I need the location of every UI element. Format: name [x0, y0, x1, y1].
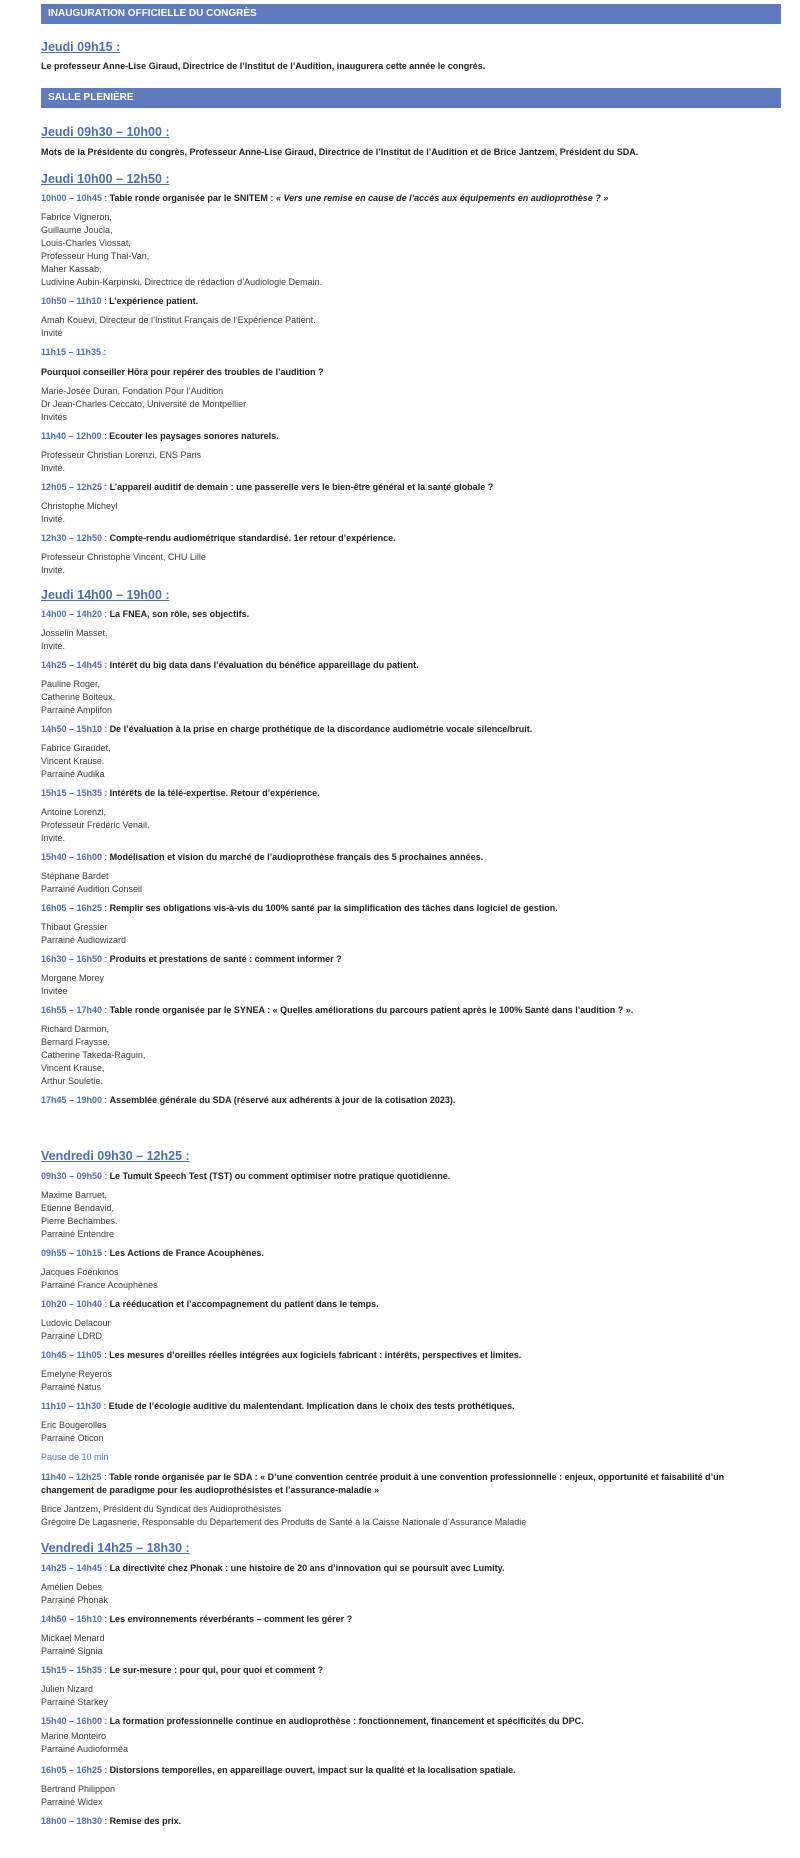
speaker-line: Parrainé Audioformèa [41, 1744, 129, 1754]
session-v1-6-cont [41, 1484, 781, 1497]
session-v1-2 [41, 1247, 781, 1260]
speaker-line: Parrainé Oticon [41, 1433, 104, 1443]
session-title: Distorsions temporelles, en appareillage ouvert, impact sur la qualité et la localisation spatiale. [109, 1765, 516, 1775]
session-title: Remise des prix. [109, 1816, 182, 1826]
session-title: Table ronde organisée par le SDA : « D’une convention centrée produit à une convention professionnelle : enjeux, opportunité et faisabilité d’un [109, 1472, 725, 1482]
session-j2-2 [41, 659, 781, 672]
session-time: 17h45 – 19h00 [41, 1095, 103, 1105]
speaker-line: Parrainé Starkey [41, 1697, 109, 1707]
day-heading-inauguration[interactable]: Jeudi 09h15 : [41, 40, 121, 54]
speaker-line: Professeur Frédéric Venail. [41, 820, 150, 830]
session-time: 10h20 – 10h40 [41, 1299, 103, 1309]
session-v2-1 [41, 1562, 781, 1575]
day-heading-jeudi-1400[interactable]: Jeudi 14h00 – 19h00 : [41, 588, 170, 602]
speaker-line: Fabrice Giraudet, [41, 743, 111, 753]
speaker-line: Parrainé Widex [41, 1797, 103, 1807]
session-sep: : [102, 788, 110, 798]
inauguration-text: Le professeur Anne-Lise Giraud, Directrice de l’Institut de l’Audition, inaugurera cette année le congrès. [41, 61, 486, 71]
speaker-line: Christophe Micheyl [41, 501, 118, 511]
speaker-line: Eric Bougerolles [41, 1420, 107, 1430]
session-title: Modélisation et vision du marché de l’audioprothèse français des 5 prochaines années. [109, 852, 484, 862]
session-title: La rééducation et l’accompagnement du patient dans le temps. [109, 1299, 379, 1309]
session-v2-4 [41, 1715, 781, 1728]
session-j2-9 [41, 1094, 781, 1107]
session-j2-8 [41, 1004, 781, 1017]
session-j2-7 [41, 953, 781, 966]
session-title: Compte-rendu audiométrique standardisé. 1er retour d’expérience. [109, 533, 396, 543]
speaker-line: Maher Kassab, [41, 264, 102, 274]
session-sep: : [101, 431, 110, 441]
session-title: Produits et prestations de santé : comment informer ? [109, 954, 342, 964]
session-time: 14h50 – 15h10 [41, 1614, 103, 1624]
session-time: 10h00 – 10h45 [41, 193, 103, 203]
session-time: 16h55 – 17h40 [41, 1005, 103, 1015]
session-title: Assemblée générale du SDA (réservé aux adhérents à jour de la cotisation 2023). [109, 1095, 456, 1105]
session-sep: : [102, 1299, 110, 1309]
session-sep: : [102, 533, 110, 543]
session-time: 11h10 – 11h30 [41, 1401, 102, 1411]
session-v1-6 [41, 1471, 781, 1484]
speaker-line: Professeur Christian Lorenzi, ENS Paris [41, 450, 202, 460]
session-title: Remplir ses obligations vis-à-vis du 100% santé par la simplification des tâches dans logiciel de gestion. [109, 903, 558, 913]
speaker-line: Emelyne Reyeros [41, 1369, 113, 1379]
speaker-line: Amah Kouevi, Directeur de l’Institut Français de l’Expérience Patient. [41, 315, 316, 325]
speaker-line: Stéphane Bardet [41, 871, 109, 881]
session-j1-1 [41, 192, 781, 205]
session-sep: : [102, 482, 110, 492]
session-title: Les environnements réverbérants – comment les gérer ? [109, 1614, 353, 1624]
speaker-line: Grégoire De Lagasnerie, Responsable du Département des Produits de Santé à la Caisse Nationale d’Assurance Maladie [41, 1517, 527, 1527]
session-sep: : [102, 1816, 110, 1826]
session-sep: : [102, 1095, 110, 1105]
speaker-line: Invité. [41, 463, 66, 473]
speaker-line: Invitée [41, 986, 68, 996]
session-sep: : [102, 1171, 110, 1181]
session-time: 10h45 – 11h05 [41, 1350, 102, 1360]
speaker-line: Invité. [41, 565, 66, 575]
session-j1-2 [41, 295, 781, 308]
session-sep: : [102, 724, 110, 734]
speaker-line: Parrainé Audition Conseil [41, 884, 143, 894]
session-j1-3-title [41, 366, 781, 379]
session-j2-3 [41, 723, 781, 736]
speaker-line: Vincent Krause, [41, 1063, 105, 1073]
session-sep: : [102, 903, 110, 913]
session-sep: : [101, 1472, 110, 1482]
session-v2-2 [41, 1613, 781, 1626]
speaker-line: Parrainé LDRD [41, 1331, 103, 1341]
session-sep: : [102, 1665, 110, 1675]
speaker-line: Fabrice Vigneron, [41, 212, 112, 222]
session-j2-4 [41, 787, 781, 800]
pause-note: Pause de 10 min [41, 1452, 109, 1462]
speaker-line: Josselin Masset. [41, 628, 108, 638]
speaker-line: Pierre Bechambes. [41, 1216, 118, 1226]
speaker-line: Catherine Takeda-Raguin, [41, 1050, 146, 1060]
speaker-line: Thibaut Gressier [41, 922, 108, 932]
speaker-line: Richard Darmon, [41, 1024, 110, 1034]
speaker-line: Mickael Menard [41, 1633, 105, 1643]
session-title: La directivité chez Phonak : une histoire de 20 ans d’innovation qui se poursuit avec Lumity. [109, 1563, 505, 1573]
speaker-line: Parrainé Signia [41, 1646, 103, 1656]
session-time: 14h00 – 14h20 [41, 609, 103, 619]
session-title: Pourquoi conseiller Hōra pour repérer des troubles de l’audition ? [41, 367, 324, 377]
session-time: 12h05 – 12h25 [41, 482, 103, 492]
session-v1-4 [41, 1349, 781, 1362]
speaker-line: Parrainé Phonak [41, 1595, 109, 1605]
speaker-line: Brice Jantzem, Président du Syndicat des Audioprothésistes [41, 1504, 282, 1514]
session-time: 12h30 – 12h50 [41, 533, 103, 543]
session-title: Intérêts de la télé-expertise. Retour d’expérience. [109, 788, 320, 798]
session-time: 14h25 – 14h45 [41, 1563, 103, 1573]
session-v2-5 [41, 1764, 781, 1777]
session-v1-5 [41, 1400, 781, 1413]
speaker-line: Amélien Debes [41, 1582, 103, 1592]
session-j2-6 [41, 902, 781, 915]
session-title: Table ronde organisée par le SNITEM : [109, 193, 276, 203]
session-time: 11h15 – 11h35 : [41, 347, 107, 357]
session-sep: : [102, 1005, 110, 1015]
speaker-line: Invité. [41, 641, 66, 651]
speaker-line: Guillaume Joucla, [41, 225, 113, 235]
session-time: 15h40 – 16h00 [41, 852, 103, 862]
speaker-line: Pauline Roger, [41, 679, 101, 689]
speaker-line: Louis-Charles Viossat, [41, 238, 131, 248]
session-v2-6 [41, 1815, 781, 1828]
speaker-line: Parrainé Natus [41, 1382, 102, 1392]
day-heading-vendredi-1425[interactable]: Vendredi 14h25 – 18h30 : [41, 1541, 190, 1555]
session-j1-6 [41, 532, 781, 545]
speaker-line: Parrainé France Acouphènes [41, 1280, 158, 1290]
session-v2-3 [41, 1664, 781, 1677]
opening-words-text: Mots de la Présidente du congrès, Professeur Anne-Lise Giraud, Directrice de l’Institut de l’Audition et de Brice Jantzem, Président du SDA. [41, 147, 639, 157]
session-time: 10h50 – 11h10 [41, 296, 102, 306]
speaker-line: Parrainé Audiowizard [41, 935, 127, 945]
session-time: 09h30 – 09h50 [41, 1171, 103, 1181]
session-time: 18h00 – 18h30 [41, 1816, 103, 1826]
session-j1-5 [41, 481, 781, 494]
speaker-line: Jacques Foënkinos [41, 1267, 119, 1277]
speaker-line: Invités [41, 412, 68, 422]
section-header-inauguration: INAUGURATION OFFICIELLE DU CONGRÈS [41, 4, 781, 24]
session-title: Les mesures d’oreilles réelles intégrées aux logiciels fabricant : intérêts, perspectives et limites. [109, 1350, 522, 1360]
session-title: La formation professionnelle continue en audioprothèse : fonctionnement, financement et spécificités du DPC. [109, 1716, 584, 1726]
speaker-line: Invité [41, 328, 63, 338]
session-title: Les Actions de France Acouphènes. [109, 1248, 264, 1258]
speaker-line: Bertrand Philippon [41, 1784, 116, 1794]
session-time: 16h05 – 16h25 [41, 1765, 103, 1775]
speaker-line: Arthur Souletie. [41, 1076, 104, 1086]
speaker-line: Professeur Hung Thai-Van, [41, 251, 150, 261]
session-j2-1 [41, 608, 781, 621]
speaker-line: Maxime Barruet, [41, 1190, 108, 1200]
session-title: L’expérience patient. [109, 296, 199, 306]
day-heading-jeudi-0930[interactable]: Jeudi 09h30 – 10h00 : [41, 125, 170, 139]
speaker-line: Parrainé Audika [41, 769, 105, 779]
speaker-line: Professeur Christophe Vincent, CHU Lille [41, 552, 206, 562]
section-header-salle-pleniere: SALLE PLENIÈRE [41, 88, 781, 108]
speaker-line: Parrainé Amplifon [41, 705, 113, 715]
session-sep: : [101, 1350, 110, 1360]
session-sep: : [102, 193, 110, 203]
session-sep: : [102, 852, 110, 862]
speaker-line: Marine Monteiro [41, 1731, 107, 1741]
session-title: Intérêt du big data dans l’évaluation du bénéfice appareillage du patient. [109, 660, 419, 670]
session-time: 09h55 – 10h15 [41, 1248, 103, 1258]
session-v1-3 [41, 1298, 781, 1311]
day-heading-vendredi-0930[interactable]: Vendredi 09h30 – 12h25 : [41, 1149, 190, 1163]
day-heading-jeudi-1000[interactable]: Jeudi 10h00 – 12h50 : [41, 172, 170, 186]
session-time: 15h40 – 16h00 [41, 1716, 103, 1726]
session-title: Table ronde organisée par le SYNEA : « Quelles améliorations du parcours patient après le 100% Santé dans l’audition ? ». [109, 1005, 634, 1015]
session-sep: : [101, 1401, 109, 1411]
speaker-line: Marie-Josée Duran, Fondation Pour l’Audition [41, 386, 224, 396]
session-title: L’appareil auditif de demain : une passerelle vers le bien-être général et la santé globale ? [109, 482, 494, 492]
session-title: Etude de l’écologie auditive du malentendant. Implication dans le choix des tests prothétiques. [108, 1401, 515, 1411]
session-title: Le sur-mesure : pour qui, pour quoi et comment ? [109, 1665, 324, 1675]
session-time: 16h05 – 16h25 [41, 903, 103, 913]
speaker-line: Julien Nizard [41, 1684, 94, 1694]
speaker-line: Invité. [41, 833, 66, 843]
session-time: 15h15 – 15h35 [41, 1665, 103, 1675]
speaker-line: Vincent Krause. [41, 756, 105, 766]
speaker-line: Morgane Morey [41, 973, 105, 983]
session-sep: : [102, 660, 110, 670]
session-time: 15h15 – 15h35 [41, 788, 103, 798]
session-sep: : [102, 1614, 110, 1624]
session-v1-1 [41, 1170, 781, 1183]
session-sep: : [102, 609, 110, 619]
session-title-quote: « Vers une remise en cause de l’accès aux équipements en audioprothèse ? » [275, 193, 609, 203]
session-time: 11h40 – 12h00 [41, 431, 102, 441]
speaker-line: Dr Jean-Charles Ceccato, Université de Montpellier [41, 399, 247, 409]
session-title: Ecouter les paysages sonores naturels. [109, 431, 279, 441]
session-sep: : [102, 1716, 110, 1726]
session-sep: : [102, 954, 110, 964]
speaker-line: Parrainé Entendre [41, 1229, 115, 1239]
session-time: 11h40 – 12h25 [41, 1472, 102, 1482]
session-j1-3-time [41, 346, 781, 359]
session-sep: : [102, 1765, 110, 1775]
speaker-line: Antoine Lorenzi, [41, 807, 107, 817]
session-sep: : [102, 1563, 110, 1573]
session-sep: : [102, 1248, 110, 1258]
session-title: Le Tumult Speech Test (TST) ou comment optimiser notre pratique quotidienne. [109, 1171, 451, 1181]
session-sep: : [101, 296, 110, 306]
session-title: De l’évaluation à la prise en charge prothétique de la discordance audiométrie vocale silence/bruit. [109, 724, 533, 734]
session-j2-5 [41, 851, 781, 864]
speaker-line: Invité. [41, 514, 66, 524]
session-time: 16h30 – 16h50 [41, 954, 103, 964]
speaker-line: Bernard Fraysse, [41, 1037, 111, 1047]
speaker-line: Ludivine Aubin-Karpinski, Directrice de rédaction d’Audiologie Demain. [41, 277, 323, 287]
session-j1-4 [41, 430, 781, 443]
speaker-line: Etienne Bendavid, [41, 1203, 115, 1213]
session-title: La FNEA, son rôle, ses objectifs. [109, 609, 250, 619]
speaker-line: Catherine Boiteux. [41, 692, 116, 702]
session-time: 14h25 – 14h45 [41, 660, 103, 670]
speaker-line: Ludovic Delacour [41, 1318, 111, 1328]
session-title: changement de paradigme pour les audioprothésistes et l’assurance-maladie » [41, 1485, 380, 1495]
session-time: 14h50 – 15h10 [41, 724, 103, 734]
